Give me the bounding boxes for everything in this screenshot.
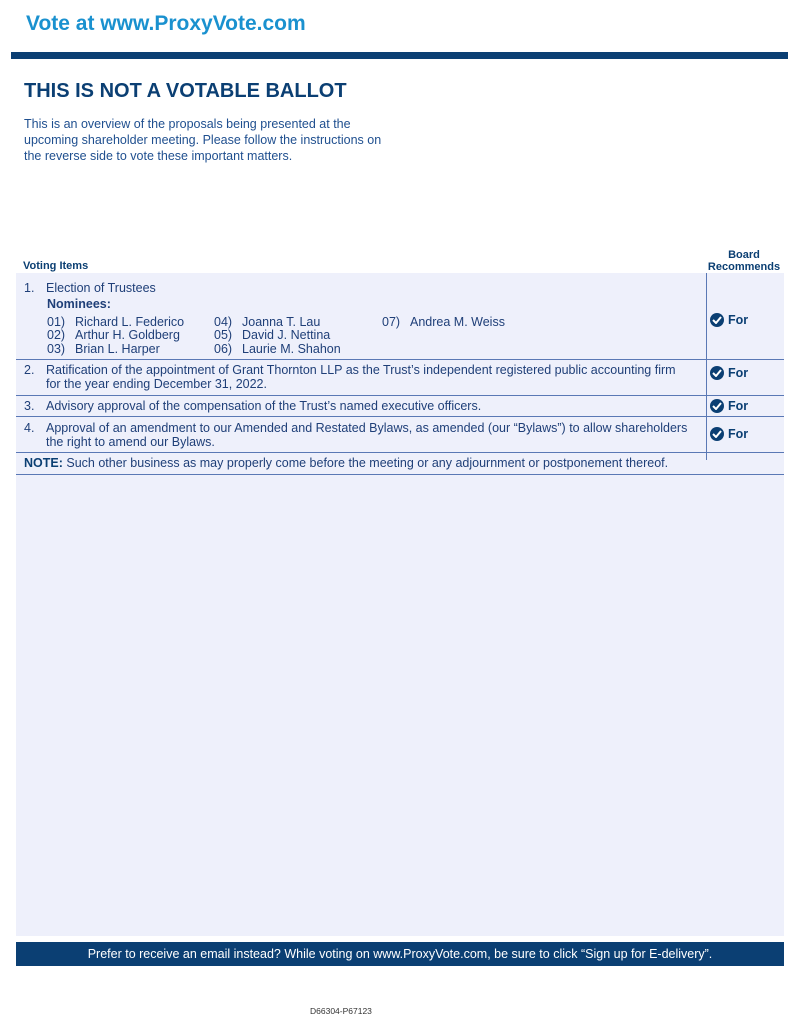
item-label: Election of Trustees bbox=[46, 281, 156, 295]
nominee-name: Richard L. Federico bbox=[75, 315, 185, 329]
recommendation-label: For bbox=[728, 399, 749, 413]
item-label-line: the right to amend our Bylaws. bbox=[46, 435, 215, 449]
recommendation-3 bbox=[710, 399, 748, 413]
check-circle-icon bbox=[710, 399, 724, 413]
intro-line: This is an overview of the proposals being presented at the bbox=[24, 117, 351, 131]
voting-item-3 bbox=[24, 399, 481, 413]
note-text bbox=[24, 456, 668, 470]
nominee-name: Laurie M. Shahon bbox=[242, 342, 341, 356]
row-divider bbox=[16, 395, 784, 396]
nominee-number: 03) bbox=[47, 342, 66, 356]
nominee-number: 05) bbox=[214, 328, 233, 342]
nominee bbox=[214, 328, 330, 342]
nominee-name: David J. Nettina bbox=[242, 328, 331, 342]
nominee bbox=[382, 315, 505, 329]
row-divider bbox=[16, 474, 784, 475]
nominee-name: Andrea M. Weiss bbox=[410, 315, 505, 329]
recommendation-label: For bbox=[728, 313, 749, 327]
recommendation-4 bbox=[710, 427, 748, 441]
item-number: 3. bbox=[24, 399, 35, 413]
voting-item-4 bbox=[24, 421, 696, 449]
item-label-line: Ratification of the appointment of Grant Thornton LLP as the Trust’s independent registered public accounting firm bbox=[46, 363, 676, 377]
document-id: D66304-P67123 bbox=[310, 1006, 372, 1016]
nominee-number: 06) bbox=[214, 342, 233, 356]
nominee-name: Joanna T. Lau bbox=[242, 315, 321, 329]
recommendation-label: For bbox=[728, 366, 749, 380]
intro-line: the reverse side to vote these important matters. bbox=[24, 149, 293, 163]
header-title: Vote at www.ProxyVote.com bbox=[26, 12, 306, 35]
recommendation-label: For bbox=[728, 427, 749, 441]
item-number: 2. bbox=[24, 363, 35, 377]
nominee bbox=[47, 342, 160, 356]
voting-items-header: Voting Items bbox=[23, 260, 89, 272]
check-circle-icon bbox=[710, 366, 724, 380]
intro-line: upcoming shareholder meeting. Please follow the instructions on bbox=[24, 133, 382, 147]
item-label-line: for the year ending December 31, 2022. bbox=[46, 377, 267, 391]
nominee bbox=[214, 342, 341, 356]
voting-item-1 bbox=[24, 281, 156, 295]
nominee-name: Arthur H. Goldberg bbox=[75, 328, 180, 342]
item-label-line: Approval of an amendment to our Amended and Restated Bylaws, as amended (our “Bylaws”) to allow shareholders bbox=[46, 421, 688, 435]
note-body: Such other business as may properly come before the meeting or any adjournment or postponement thereof. bbox=[62, 456, 669, 470]
check-circle-icon bbox=[710, 427, 724, 441]
item-number: 4. bbox=[24, 421, 35, 435]
nominees-label: Nominees: bbox=[47, 297, 111, 311]
intro-text bbox=[24, 116, 394, 164]
board-recommends-header bbox=[704, 249, 784, 273]
column-divider bbox=[706, 273, 707, 460]
nominee-number: 07) bbox=[382, 315, 401, 329]
nominee-number: 04) bbox=[214, 315, 233, 329]
ballot-heading: THIS IS NOT A VOTABLE BALLOT bbox=[24, 80, 347, 102]
item-label: Advisory approval of the compensation of the Trust’s named executive officers. bbox=[46, 399, 482, 413]
nominee bbox=[47, 315, 184, 329]
row-divider bbox=[16, 359, 784, 360]
header-bar bbox=[11, 52, 788, 59]
recommendation-2 bbox=[710, 366, 748, 380]
note-label: NOTE: bbox=[24, 456, 63, 470]
nominee bbox=[214, 315, 320, 329]
item-number: 1. bbox=[24, 281, 35, 295]
nominee-name: Brian L. Harper bbox=[75, 342, 160, 356]
nominee bbox=[47, 328, 180, 342]
board-header-line: Recommends bbox=[707, 261, 781, 273]
voting-item-2 bbox=[24, 363, 696, 391]
nominee-number: 02) bbox=[47, 328, 66, 342]
recommendation-1 bbox=[710, 313, 748, 327]
board-header-line: Board bbox=[728, 249, 760, 261]
check-circle-icon bbox=[710, 313, 724, 327]
e-delivery-banner: Prefer to receive an email instead? While voting on www.ProxyVote.com, be sure to click “Sign up for E-delivery”. bbox=[16, 942, 784, 966]
nominee-number: 01) bbox=[47, 315, 66, 329]
row-divider bbox=[16, 416, 784, 417]
row-divider bbox=[16, 452, 784, 453]
